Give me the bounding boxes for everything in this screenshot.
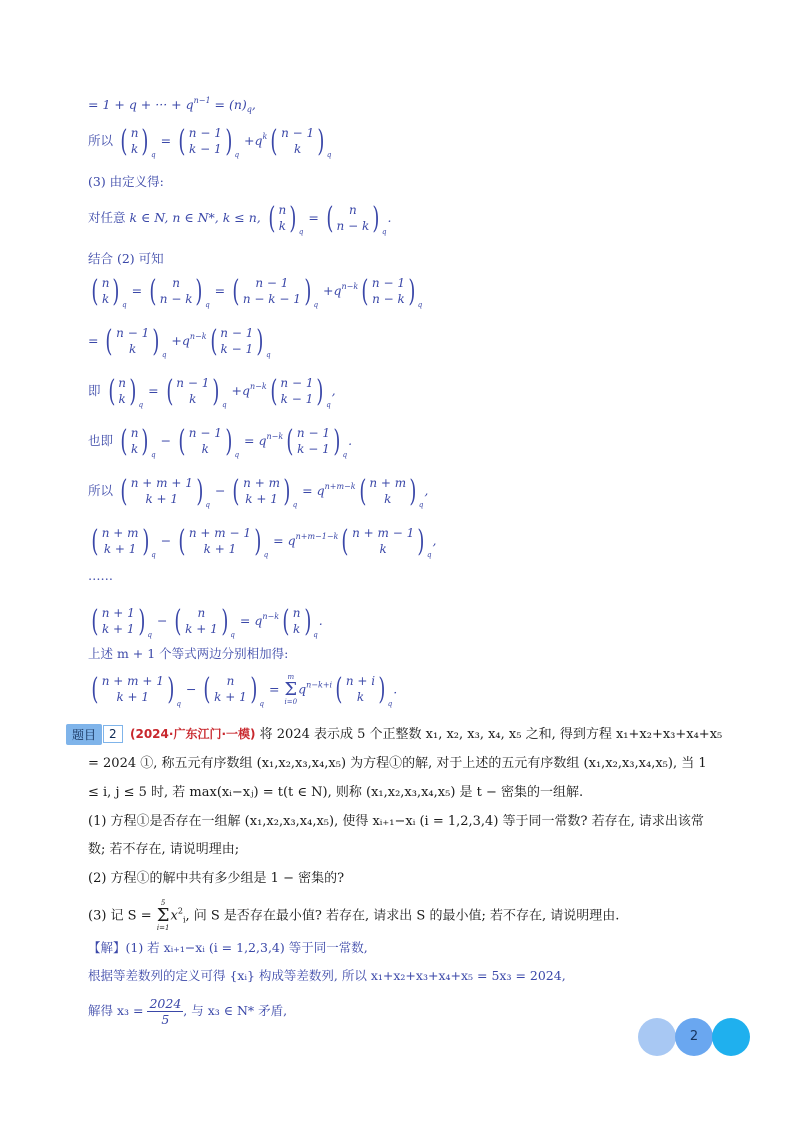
problem-line-1: (2024·广东江门·一模) 将 2024 表示成 5 个正整数 x₁, x₂, x₃, x₄, x₅ 之和, 得到方程 x₁+x₂+x₃+x₄+x₅ bbox=[130, 727, 723, 742]
solution-line-15: ( n + m + 1 k + 1 ) q − ( n k + 1 ) q = m Σ i=0 $q^{n-k+i}$ ( n + i k ) q . bbox=[91, 672, 398, 708]
solution-line-14: 上述 m + 1 个等式两边分别相加得: bbox=[88, 646, 289, 661]
question-3: (3) 记 S = 5 Σ i=1 $x^2_i$, 问 S 是否存在最小值? 若存在, 请求出 S 的最小值; 若不存在, 请说明理由. bbox=[88, 899, 620, 932]
problem-label: 题目 bbox=[66, 724, 102, 745]
problem-tag bbox=[66, 724, 123, 744]
solution-line-2: 所以 ( n k ) q = ( n − 1 k − 1 ) q $+q^k$ ( n − 1 k ) q bbox=[88, 123, 332, 160]
question-1-line-2: 数; 若不存在, 请说明理由; bbox=[88, 842, 240, 857]
badge-circle-right bbox=[712, 1018, 750, 1056]
solution-line-1: = 1 + q + ··· + $q^{n-1} = (n)_q$, bbox=[88, 96, 256, 114]
page-number: 2 bbox=[689, 1029, 699, 1044]
solution-line-10: 所以 ( n + m + 1 k + 1 ) q − ( n + m k + 1 ) q = $q^{n+m-k}$ ( n + m k ) q , bbox=[88, 473, 429, 510]
solution-line-4: 对任意 k ∈ N, n ∈ N*, k ≤ n, ( n k ) q = ( n n − k ) q . bbox=[88, 200, 392, 237]
solution-line-8: 即 ( n k ) q = ( n − 1 k ) q $+q^{n-k}$ ( n − 1 k − 1 ) q , bbox=[88, 373, 336, 410]
solution-line-11: ( n + m k + 1 ) q − ( n + m − 1 k + 1 ) q = $q^{n+m-1-k}$ ( n + m − 1 k ) q , bbox=[91, 523, 437, 560]
answer-line-2: 根据等差数列的定义可得 {xᵢ} 构成等差数列, 所以 x₁+x₂+x₃+x₄+x₅ = 5x₃ = 2024, bbox=[88, 968, 566, 983]
problem-line-3: ≤ i, j ≤ 5 时, 若 max(xᵢ−xⱼ) = t(t ∈ N), 则称 (x₁,x₂,x₃,x₄,x₅) 是 t − 密集的一组解. bbox=[88, 785, 584, 800]
answer-line-1: 【解】(1) 若 xᵢ₊₁−xᵢ (i = 1,2,3,4) 等于同一常数, bbox=[88, 940, 368, 955]
question-2: (2) 方程①的解中共有多少组是 1 − 密集的? bbox=[88, 871, 345, 886]
solution-line-9: 也即 ( n k ) q − ( n − 1 k ) q = $q^{n-k}$ ( n − 1 k − 1 ) q . bbox=[88, 423, 353, 460]
question-1-line-1: (1) 方程①是否存在一组解 (x₁,x₂,x₃,x₄,x₅), 使得 xᵢ₊₁−xᵢ (i = 1,2,3,4) 等于同一常数? 若存在, 请求出该常 bbox=[88, 814, 704, 829]
solution-line-13: ( n + 1 k + 1 ) q − ( n k + 1 ) q = $q^{n-k}$ ( n k ) q . bbox=[91, 603, 323, 640]
ellipsis: …… bbox=[88, 568, 113, 583]
solution-line-6: ( n k ) q = ( n n − k ) q = ( n − 1 n − k − 1 ) q $+q^{n-k}$ ( n − 1 n − k ) q bbox=[91, 273, 423, 310]
solution-line-7: = ( n − 1 k ) q $+q^{n-k}$ ( n − 1 k − 1 ) q bbox=[88, 323, 271, 360]
answer-line-3: 解得 x₃ = $\frac{2024}{5}$ , 与 x₃ ∈ N* 矛盾, bbox=[88, 996, 288, 1027]
problem-source: (2024·广东江门·一模) bbox=[130, 727, 256, 741]
badge-circle-left bbox=[638, 1018, 676, 1056]
problem-line-2: = 2024 ①, 称五元有序数组 (x₁,x₂,x₃,x₄,x₅) 为方程①的解, 对于上述的五元有序数组 (x₁,x₂,x₃,x₄,x₅), 当 1 bbox=[88, 756, 707, 771]
page-number-badge bbox=[638, 1018, 750, 1056]
solution-line-3: (3) 由定义得: bbox=[88, 174, 164, 189]
problem-number: 2 bbox=[103, 725, 123, 743]
solution-line-5: 结合 (2) 可知 bbox=[88, 251, 164, 266]
